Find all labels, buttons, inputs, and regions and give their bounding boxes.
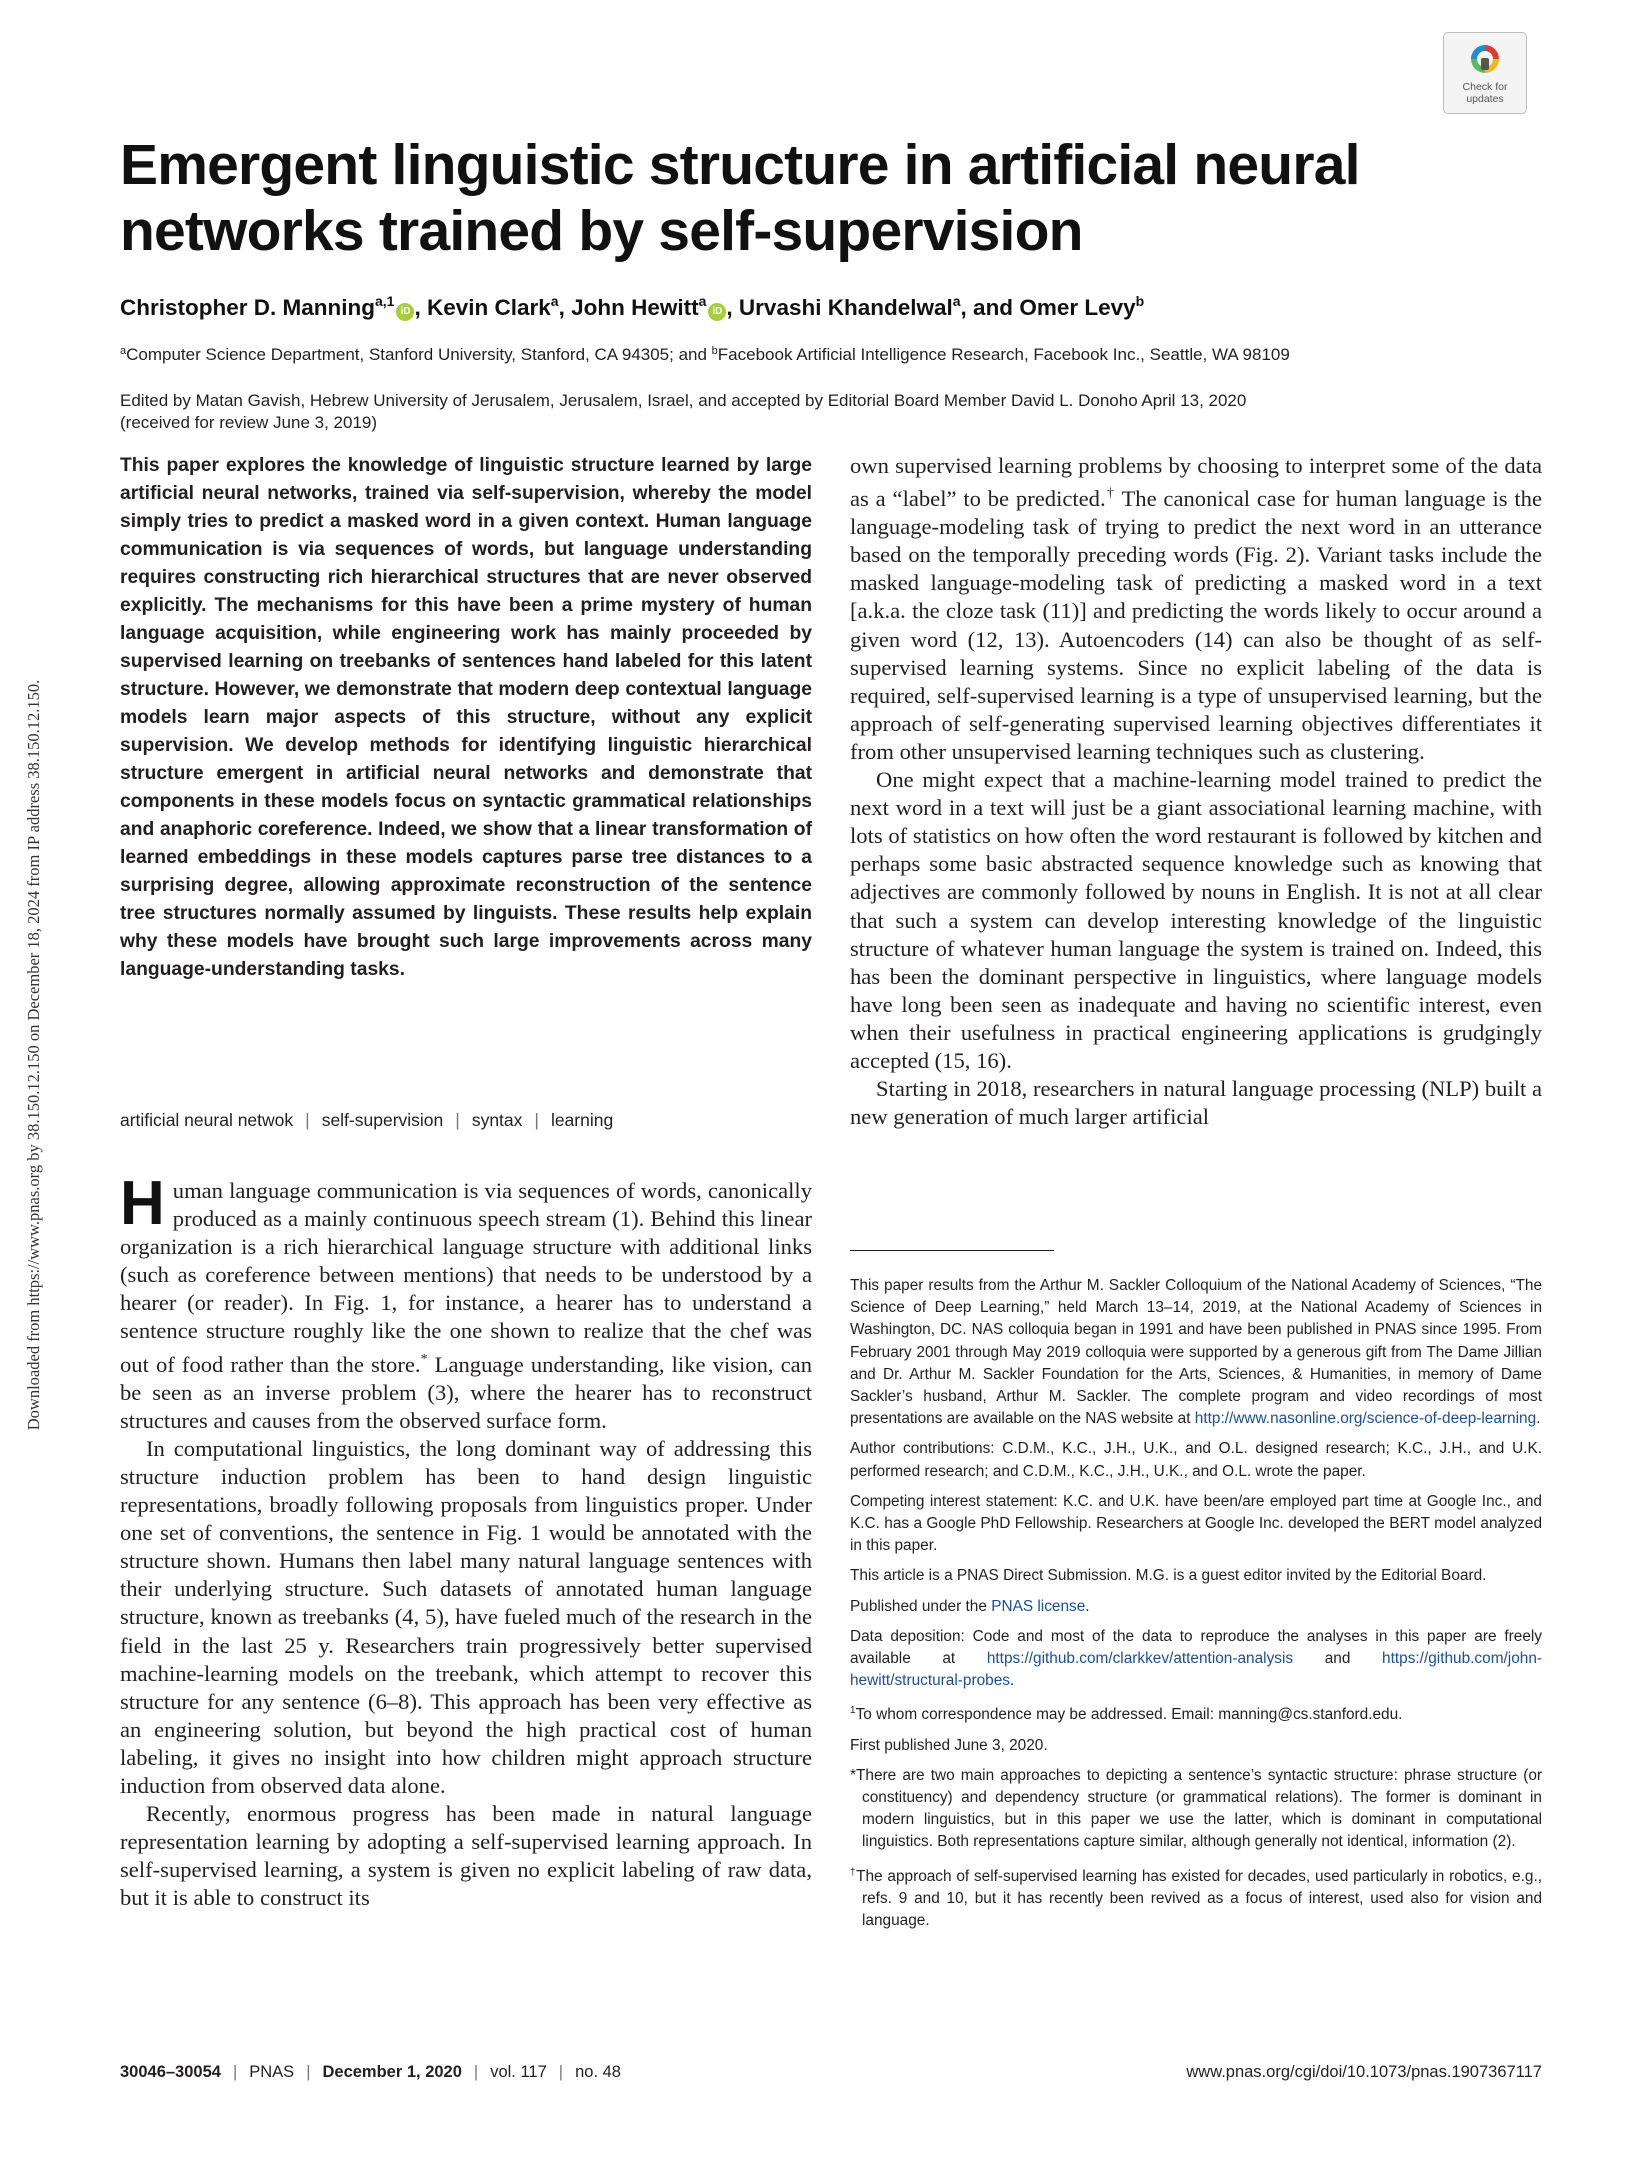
nas-link[interactable]: http://www.nasonline.org/science-of-deep-learning: [1194, 1410, 1537, 1428]
keyword[interactable]: self-supervision: [321, 1110, 444, 1130]
footnote-contributions: Author contributions: C.D.M., K.C., J.H., U.K., and O.L. designed research; K.C., J.H., and U.K. performed research; and C.D.M., K.C., J.H., U.K., and O.L. wrote the paper.: [850, 1440, 1542, 1480]
structural-probes-link[interactable]: https://github.com/john-hewitt/structural-probes: [850, 1650, 1543, 1690]
footnote-correspondence: $^1$To whom correspondence may be addressed. Email: manning@cs.stanford.edu.: [850, 1705, 1403, 1724]
footer-citation: 30046–30054 | PNAS | December 1, 2020 | vol. 117 | no. 48: [120, 2063, 621, 2081]
download-note: [14, 679, 54, 1431]
page-range: 30046–30054: [120, 2063, 221, 2081]
keywords: artificial neural netwok | self-supervision | syntax | learning: [120, 1110, 614, 1130]
body-column-right: [850, 452, 1542, 1131]
body-paragraph: Human language communication is via sequences of words, canonically produced as a mainly continuous speech stream (1). Behind this linear organization is a rich hierarchical language structure with additional links (such as coreference between mentions) that needs to be understood by a hearer (or reader). In Fig. 1, for instance, a hearer has to understand a sentence structure roughly like the one shown to realize that the chef was out of food rather than the store.* Language understanding, like vision, can be seen as an inverse problem (3), where the hearer has to reconstruct structures and causes from the observed surface form.: [120, 1169, 812, 1433]
issue: no. 48: [575, 2063, 621, 2081]
check-updates-line1: Check for: [1462, 81, 1508, 93]
body-paragraph: Starting in 2018, researchers in natural language processing (NLP) built a new generation of much larger artificial: [850, 1076, 1542, 1130]
footnote-competing: Competing interest statement: K.C. and U.K. have been/are employed part time at Google Inc., and K.C. has a Google PhD Fellowship. Researchers at Google Inc. developed the BERT model analyzed in this paper.: [850, 1492, 1542, 1555]
volume: vol. 117: [490, 2063, 547, 2081]
orcid-icon[interactable]: iD: [708, 303, 726, 321]
orcid-icon[interactable]: iD: [396, 303, 414, 321]
footnote-license: Published under the PNAS license.: [850, 1597, 1090, 1615]
check-updates-icon: [1467, 41, 1503, 77]
keyword[interactable]: learning: [550, 1110, 614, 1130]
author[interactable]: Kevin Clark$^a$: [426, 293, 559, 320]
author[interactable]: John Hewitt$^a$: [571, 293, 707, 320]
author[interactable]: Christopher D. Manning$^{a,1}$: [120, 293, 395, 320]
author[interactable]: Omer Levy$^b$: [1019, 293, 1145, 320]
attention-analysis-link[interactable]: https://github.com/clarkkev/attention-analysis: [986, 1650, 1294, 1668]
author[interactable]: Urvashi Khandelwal$^a$: [738, 293, 961, 320]
footnote-ref[interactable]: †: [1105, 486, 1116, 502]
footnote-star: *There are two main approaches to depicting a sentence’s syntactic structure: phrase structure (or constituency) and dependency structure (or grammatical relations). The former is dominant in modern linguistics, but in this paper we use the latter, which is dominant in computational linguistics. Both representations capture similar, although generally not identical, information (2).: [850, 1766, 1542, 1851]
keyword[interactable]: artificial neural netwok: [120, 1110, 294, 1130]
body-paragraph: own supervised learning problems by choosing to interpret some of the data as a “label” to be predicted.† The canonical case for human language is the language-modeling task of trying to predict the next word in an utterance based on the temporally preceding words (Fig. 2). Variant tasks include the masked language-modeling task of predicting a masked word in a text [a.k.a. the cloze task (11)] and predicting the words likely to occur around a given word (12, 13). Autoencoders (14) can also be thought of as self-supervised learning systems. Since no explicit labeling of the data is required, self-supervised learning is a type of unsupervised learning, but the approach of self-generating supervised learning objectives differentiates it from other unsupervised learning techniques such as clustering.: [850, 453, 1542, 764]
check-updates-line2: updates: [1466, 93, 1504, 105]
issue-date: December 1, 2020: [322, 2063, 462, 2081]
footnote-published: First published June 3, 2020.: [850, 1736, 1048, 1754]
footnote-dagger: †The approach of self-supervised learning has existed for decades, used particularly in robotics, e.g., refs. 9 and 10, but it has recently been revived as a focus of interest, used also for vision and language.: [850, 1866, 1542, 1930]
abstract: This paper explores the knowledge of linguistic structure learned by large artificial neural networks, trained via self-supervision, whereby the model simply tries to predict a masked word in a given context. Human language communication is via sequences of words, but language understanding requires constructing rich hierarchical structures that are never observed explicitly. The mechanisms for this have been a prime mystery of human language acquisition, while engineering work has mainly proceeded by supervised learning on treebanks of sentences hand labeled for this latent structure. However, we demonstrate that modern deep contextual language models learn major aspects of this structure, without any explicit supervision. We develop methods for identifying linguistic hierarchical structure emergent in artificial neural networks and demonstrate that components in these models focus on syntactic grammatical relationships and anaphoric coreference. Indeed, we show that a linear transformation of learned embeddings in these models captures parse tree distances to a surprising degree, allowing approximate reconstruction of the sentence tree structures normally assumed by linguists. These results help explain why these models have brought such large improvements across many language-understanding tasks.: [120, 455, 812, 980]
pnas-license-link[interactable]: PNAS license: [991, 1597, 1086, 1615]
drop-cap: H: [120, 1169, 165, 1238]
footnote-direct: This article is a PNAS Direct Submission. M.G. is a guest editor invited by the Editorial Board.: [850, 1567, 1487, 1585]
check-for-updates-badge[interactable]: [1443, 32, 1527, 114]
footnotes: [850, 1275, 1542, 1940]
download-note-text: Downloaded from https://www.pnas.org by 38.150.12.150 on December 18, 2024 from IP address 38.150.12.150.: [24, 679, 43, 1431]
footnote-ref[interactable]: *: [420, 1351, 428, 1367]
body-paragraph: In computational linguistics, the long dominant way of addressing this structure induction problem has been to hand design linguistic representations, broadly following proposals from linguistics proper. Under one set of conventions, the sentence in Fig. 1 would be annotated with the structure shown. Humans then label many natural language sentences with their underlying structure. Such datasets of annotated human language structure, known as treebanks (4, 5), have fueled much of the research in the field in the last 25 y. Researchers train progressively better supervised machine-learning models on the treebank, which attempt to recover this structure for any sentence (6–8). This approach has been very effective as an engineering solution, but beyond the high practical cost of human labeling, it gives no insight into how children might approach structure induction from observed data alone.: [120, 1435, 812, 1798]
footnote-divider: [850, 1250, 1054, 1251]
journal-name: PNAS: [249, 2063, 295, 2081]
paper-title: Emergent linguistic structure in artificial neural networks trained by self-supervision: [120, 133, 1360, 263]
footnote-deposition: Data deposition: Code and most of the data to reproduce the analyses in this paper are freely available at https://github.com/clarkkev/attention-analysis and https://github.com/john-hewitt/structural-probes.: [850, 1627, 1543, 1690]
edited-by: Edited by Matan Gavish, Hebrew University of Jerusalem, Jerusalem, Israel, and accepted by Editorial Board Member David L. Donoho April 13, 2020 (received for review June 3, 2019): [120, 391, 1247, 432]
author-list: Christopher D. Manning$^{a,1}$iD , Kevin Clark$^a$, John Hewitt$^a$iD , Urvashi Khandelwal$^a$, and Omer Levy$^b$: [120, 293, 1145, 320]
keyword[interactable]: syntax: [471, 1110, 523, 1130]
footnote-colloquium: This paper results from the Arthur M. Sackler Colloquium of the National Academy of Sciences, “The Science of Deep Learning,” held March 13–14, 2019, at the National Academy of Sciences in Washington, DC. NAS colloquia began in 1991 and have been published in PNAS since 1995. From February 2001 through May 2019 colloquia were supported by a generous gift from The Dame Jillian and Dr. Arthur M. Sackler Foundation for the Arts, Sciences, & Humanities, in memory of Dame Sackler’s husband, Arthur M. Sackler. The complete program and video recordings of most presentations are available on the NAS website at http://www.nasonline.org/science-of-deep-learning.: [850, 1277, 1542, 1428]
body-paragraph: Recently, enormous progress has been made in natural language representation learning by adopting a self-supervised learning approach. In self-supervised learning, a system is given no explicit labeling of raw data, but it is able to construct its: [120, 1801, 812, 1911]
affiliations: $^a$Computer Science Department, Stanford University, Stanford, CA 94305; and $^b$Facebook Artificial Intelligence Research, Facebook Inc., Seattle, WA 98109: [120, 345, 1290, 364]
body-paragraph: One might expect that a machine-learning model trained to predict the next word in a text will just be a giant associational learning machine, with lots of statistics on how often the word restaurant is followed by kitchen and perhaps some basic abstracted sequence knowledge such as knowing that adjectives are commonly followed by nouns in English. It is not at all clear that such a system can develop interesting knowledge of the linguistic structure of whatever human language the system is trained on. Indeed, this has been the dominant perspective in linguistics, where language models have long been seen as inadequate and having no scientific interest, even when their usefulness in practical engineering applications is grudgingly accepted (15, 16).: [850, 767, 1542, 1073]
doi-link[interactable]: www.pnas.org/cgi/doi/10.1073/pnas.1907367117: [1186, 2063, 1542, 2081]
body-column-left: [120, 1169, 812, 1912]
